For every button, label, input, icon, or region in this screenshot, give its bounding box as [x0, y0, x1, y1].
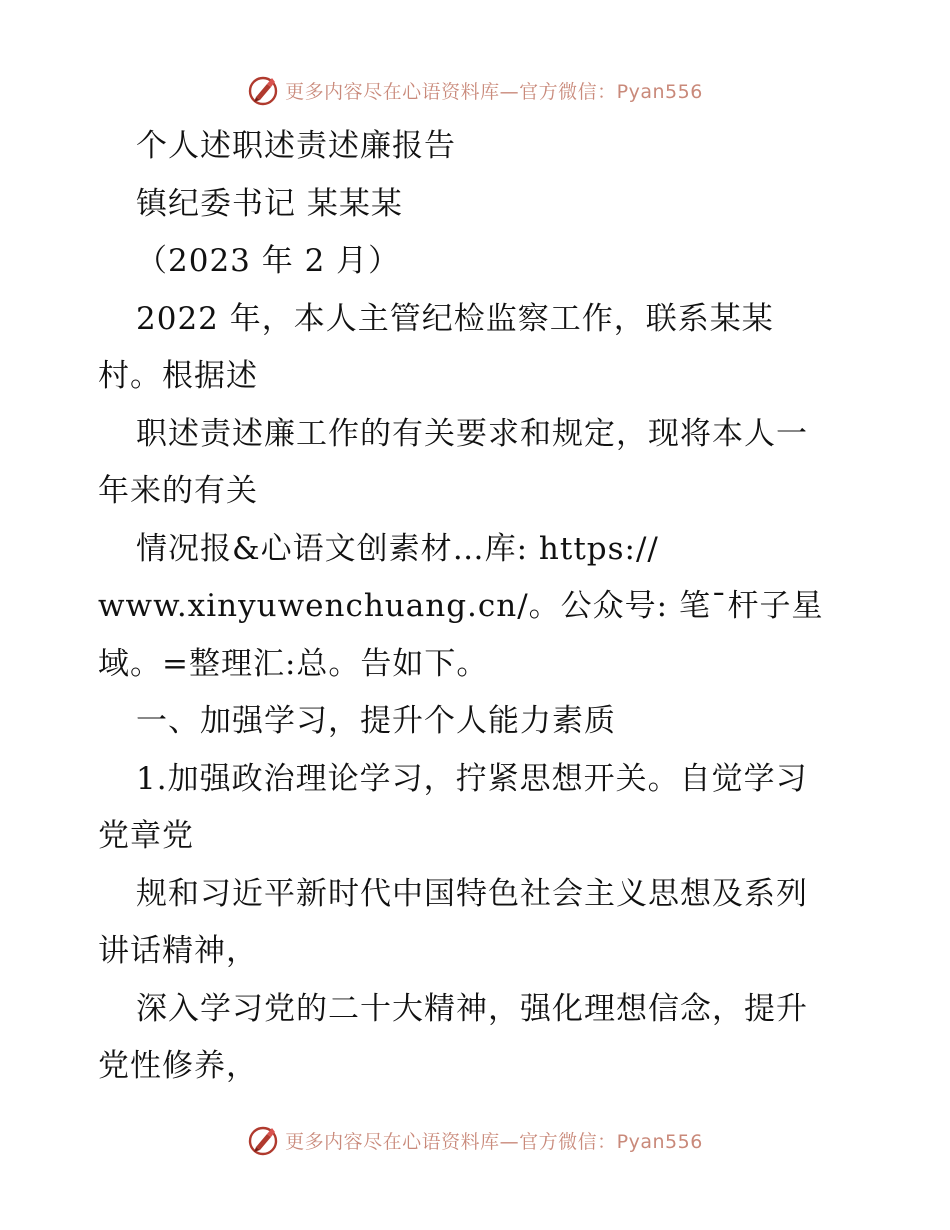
doc-date: （2023 年 2 月） [136, 243, 401, 279]
document-body [98, 118, 858, 1096]
paragraph-line: 讲话精神， [98, 933, 258, 969]
paragraph-line: 年来的有关 [98, 473, 258, 509]
footer-banner-wechat: Pyan556 [616, 1130, 703, 1153]
paragraph-line: 规和习近平新时代中国特色社会主义思想及系列 [136, 875, 808, 912]
paragraph-line: 1.加强政治理论学习，拧紧思想开关。自觉学习 [136, 760, 808, 797]
header-banner-label: 更多内容尽在心语资料库—官方微信： [285, 80, 617, 103]
header-banner-wechat: Pyan556 [616, 80, 703, 103]
paragraph-line: 党性修养， [98, 1048, 258, 1084]
paragraph-line: 情况报&心语文创素材…库: https:// [136, 530, 659, 567]
header-banner-inner [247, 74, 703, 106]
section-heading: 一、加强学习，提升个人能力素质 [136, 703, 616, 739]
footer-banner-inner [247, 1124, 703, 1156]
footer-banner-label: 更多内容尽在心语资料库—官方微信： [285, 1130, 617, 1153]
doc-author: 镇纪委书记 某某某 [136, 185, 403, 222]
pen-logo-icon [247, 1124, 279, 1156]
paragraph-line: 职述责述廉工作的有关要求和规定，现将本人一 [136, 415, 808, 452]
paragraph-line: 党章党 [98, 818, 194, 854]
header-banner-text [285, 77, 703, 104]
paragraph-line: 2022 年，本人主管纪检监察工作，联系某某 [136, 300, 774, 337]
paragraph-line: 村。根据述 [98, 358, 258, 394]
pen-logo-icon [247, 74, 279, 106]
footer-banner-text [285, 1127, 703, 1154]
paragraph-line: www.xinyuwenchuang.cn/。公众号: 笔¯杆子星 [98, 588, 824, 624]
footer-banner [0, 1118, 950, 1162]
header-banner [0, 68, 950, 112]
paragraph-line: 域。=整理汇:总。告如下。 [98, 645, 489, 682]
doc-title: 个人述职述责述廉报告 [136, 128, 456, 164]
paragraph-line: 深入学习党的二十大精神，强化理想信念，提升 [136, 990, 808, 1027]
